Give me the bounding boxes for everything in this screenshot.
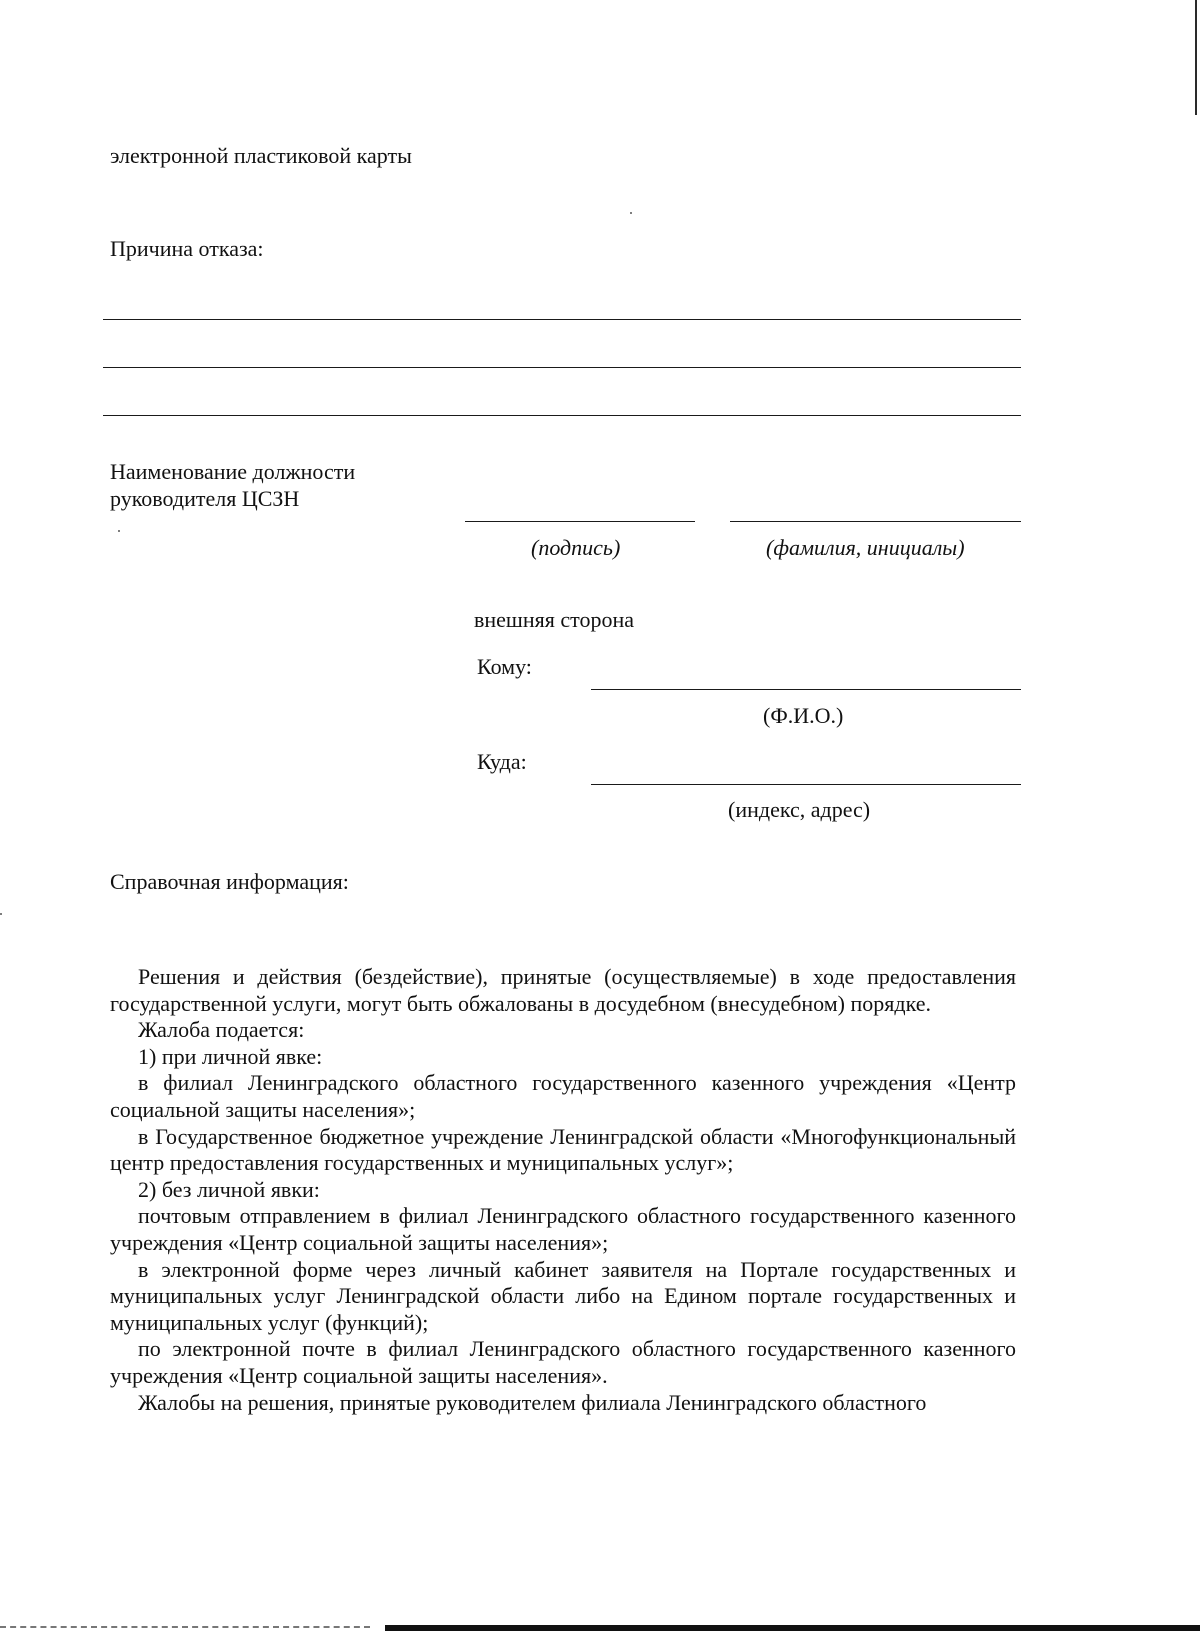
scan-edge-bottom-dashed	[0, 1626, 370, 1630]
scan-speck	[118, 530, 120, 532]
scan-speck	[0, 913, 2, 915]
refusal-reason-line-3	[103, 415, 1021, 416]
name-line	[730, 521, 1021, 522]
scan-speck	[630, 212, 632, 214]
refusal-reason-line-2	[103, 367, 1021, 368]
position-name-line-1: Наименование должности	[110, 459, 356, 484]
to-whom-label: Кому:	[477, 654, 532, 679]
paragraph: Решения и действия (бездействие), принятые (осуществляемые) в ходе предоставления государственной услуги, могут быть обжалованы в досудебном (внесудебном) порядке.	[110, 964, 1016, 1016]
address-caption: (индекс, адрес)	[728, 797, 871, 822]
paragraph: в электронной форме через личный кабинет заявителя на Портале государственных и муниципальных услуг Ленинградской области либо на Едином портале государственных и муниципальных услуг (функций);	[110, 1256, 1016, 1335]
signature-line	[465, 521, 695, 522]
recipient-address-line	[591, 784, 1021, 785]
refusal-reason-label: Причина отказа:	[110, 236, 264, 261]
name-caption: (фамилия, инициалы)	[766, 535, 965, 560]
outer-side-label: внешняя сторона	[474, 607, 635, 632]
signature-caption: (подпись)	[531, 535, 621, 560]
paragraph: в Государственное бюджетное учреждение Ленинградской области «Многофункциональный центр предоставления государственных и муниципальных услуг»;	[110, 1123, 1016, 1176]
paragraph: по электронной почте в филиал Ленинградского областного государственного казенного учреждения «Центр социальной защиты населения».	[110, 1336, 1016, 1388]
scan-edge-right	[1195, 0, 1197, 115]
card-line: электронной пластиковой карты	[110, 143, 412, 168]
position-name-line-2: руководителя ЦСЗН	[110, 486, 300, 511]
appeal-procedure-text	[110, 964, 1016, 1416]
reference-info-label: Справочная информация:	[110, 869, 349, 894]
paragraph: 1) при личной явке:	[138, 1043, 323, 1069]
paragraph: почтовым отправлением в филиал Ленинградского областного государственного казенного учреждения «Центр социальной защиты населения»;	[110, 1203, 1016, 1255]
refusal-reason-line-1	[103, 319, 1021, 320]
fio-caption: (Ф.И.О.)	[763, 703, 844, 728]
recipient-name-line	[591, 689, 1021, 690]
paragraph: 2) без личной явки:	[138, 1176, 320, 1202]
scan-edge-bottom	[385, 1625, 1200, 1631]
paragraph: Жалоба подается:	[138, 1017, 305, 1043]
where-label: Куда:	[477, 749, 527, 774]
paragraph: в филиал Ленинградского областного государственного казенного учреждения «Центр социальной защиты населения»;	[110, 1070, 1016, 1122]
paragraph: Жалобы на решения, принятые руководителем филиала Ленинградского областного	[138, 1389, 927, 1415]
